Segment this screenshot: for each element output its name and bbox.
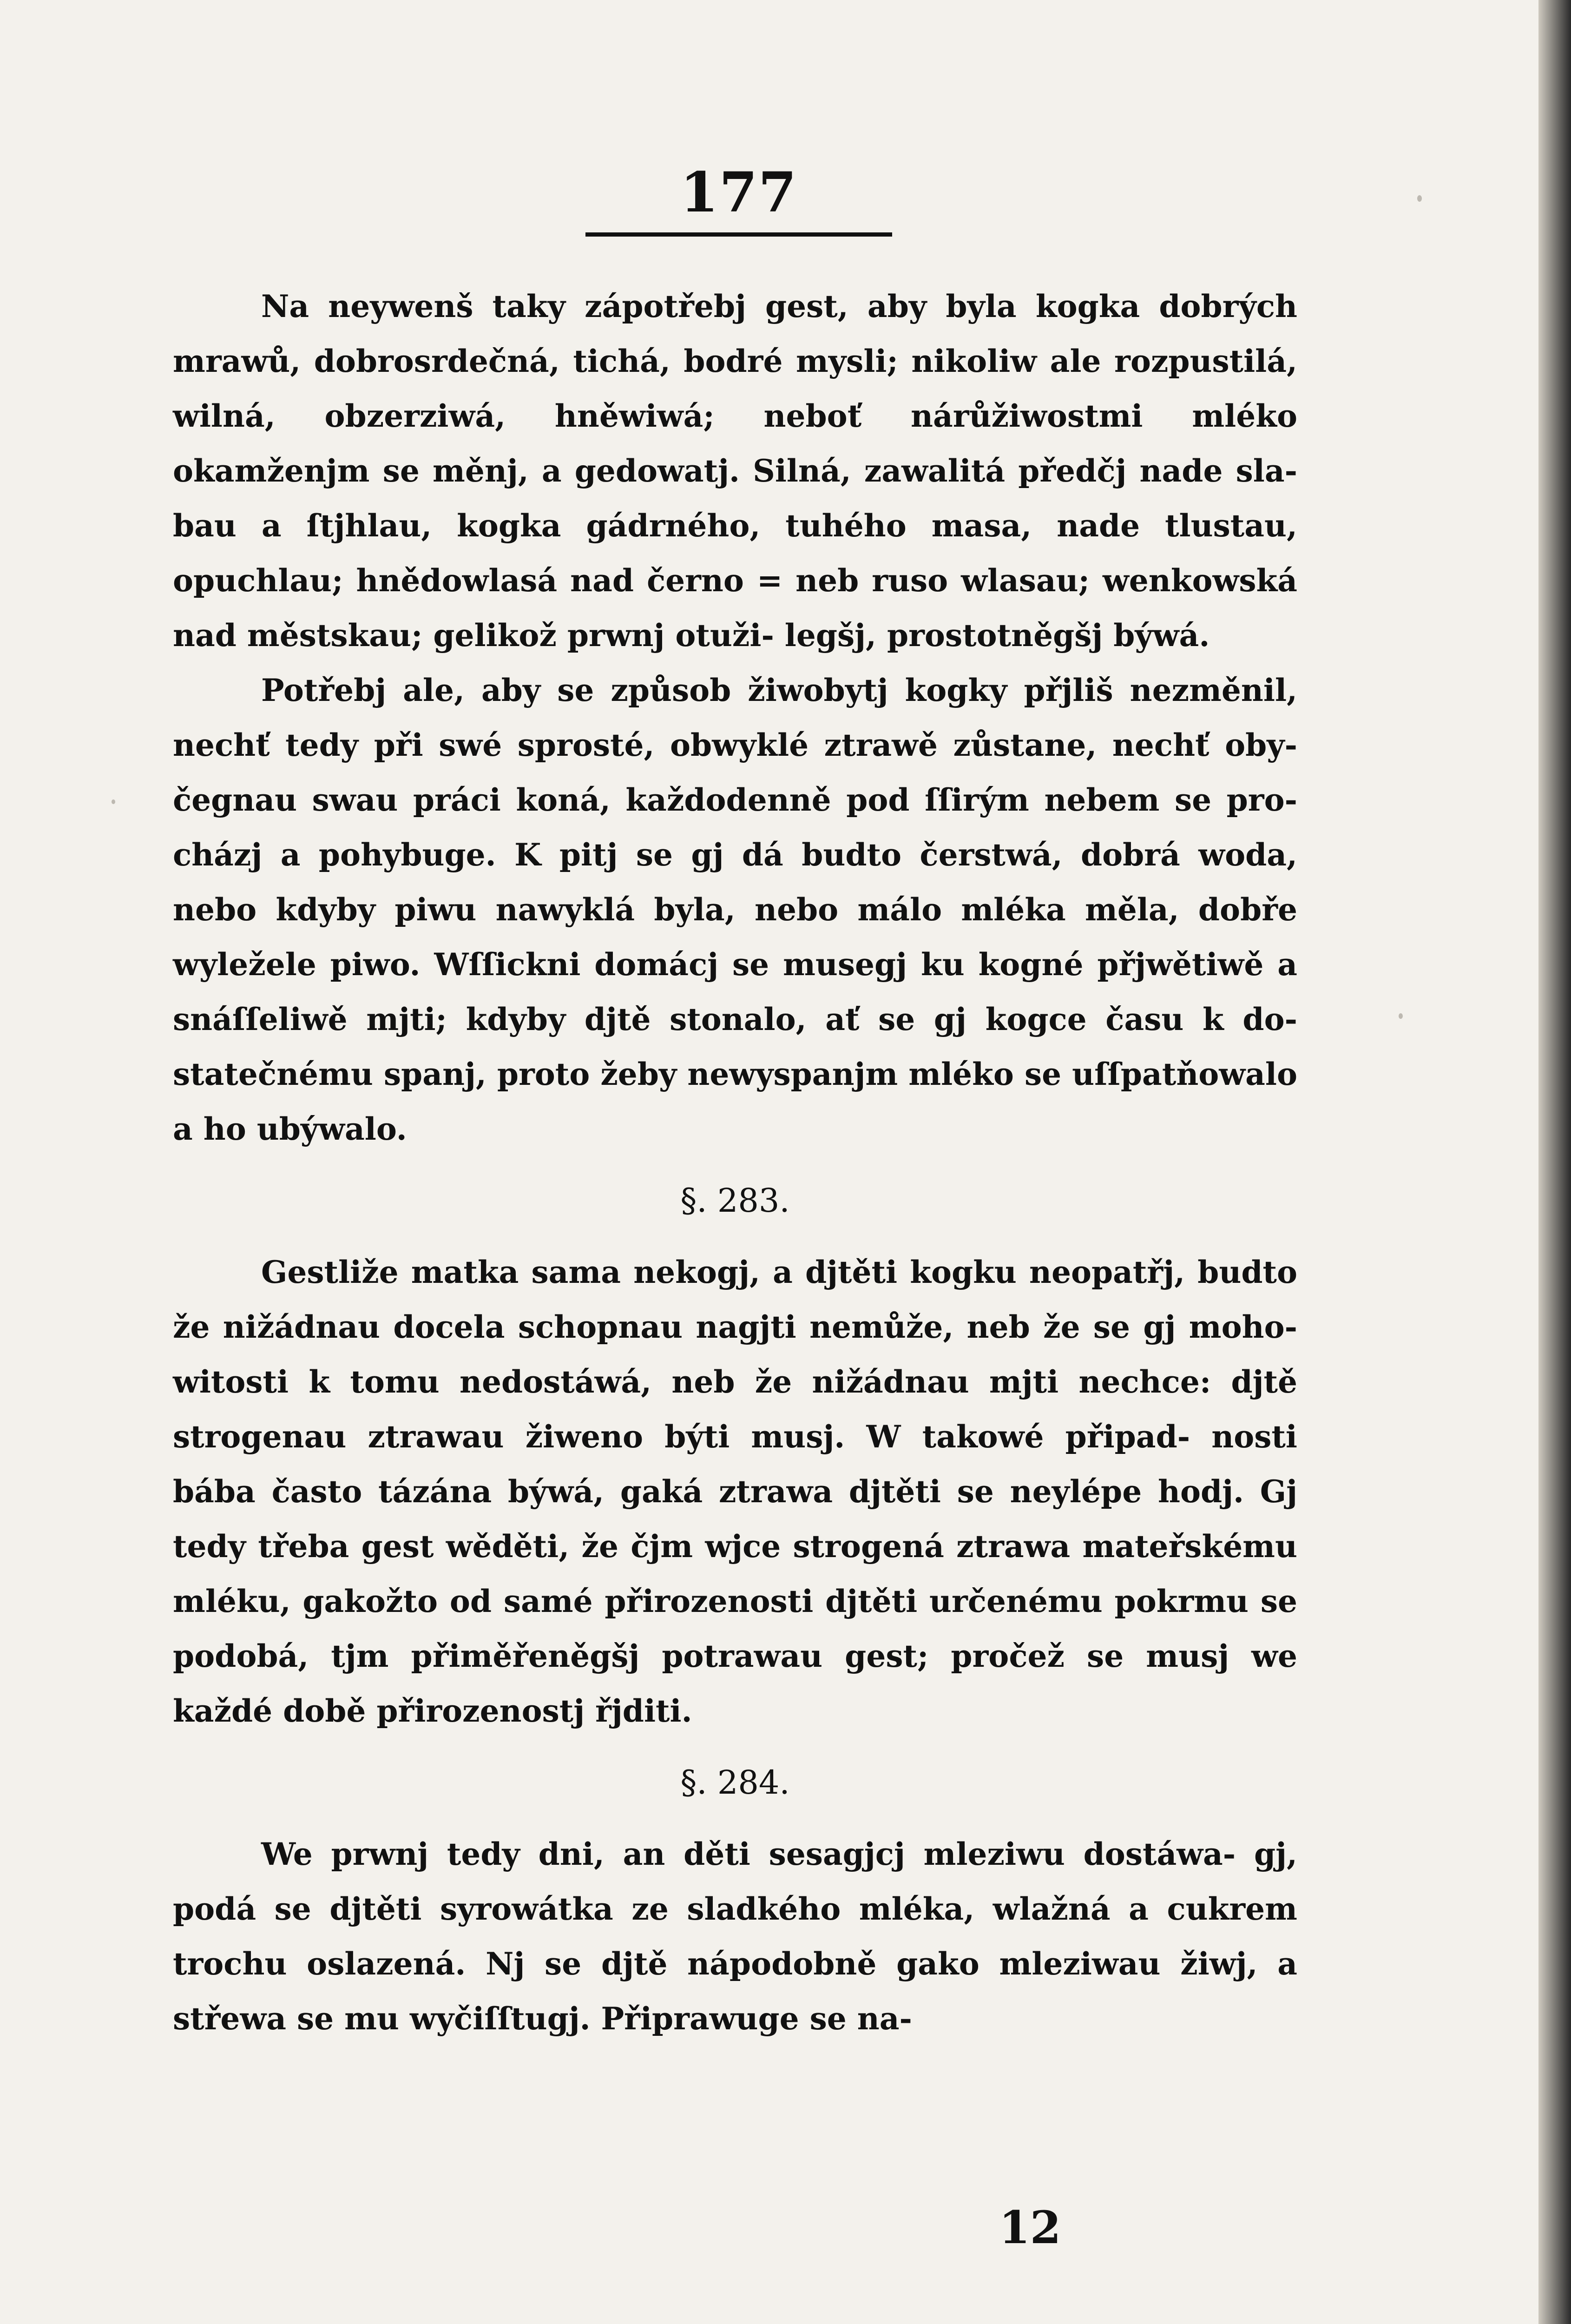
paragraph-1: Na neywenš taky zápotřebj gest, aby byla kogka dobrých mrawů, dobrosrdečná, tichá, bodré mysli; nikoliw ale rozpustilá, wilná, obzerziwá, hněwiwá; neboť nárůžiwostmi mléko okamženjm se měnj, a gedowatj. Silná, zawalitá předčj nade sla- bau a ſtjhlau, kogka gádrného, tuhého masa, nade tlustau, opuchlau; hnědowlasá nad černo = neb ruso wlasau; wenkowská nad městskau; gelikož prwnj otuži- legšj, prostotněgšj býwá. bbox=[173, 288, 1297, 654]
paper-speck bbox=[1417, 195, 1422, 202]
paper-speck bbox=[112, 799, 115, 804]
page-edge-shadow bbox=[1538, 0, 1571, 2324]
paper-speck bbox=[1399, 1013, 1403, 1019]
paragraph-4: We prwnj tedy dni, an děti sesagjcj mleziwu dostáwa- gj, podá se djtěti syrowátka ze sladkého mléka, wlažná a cukrem trochu oslazená. Nj se djtě nápodobně gako mleziwau žiwj, a střewa se mu wyčiſſtugj. Připrawuge se na- bbox=[173, 1836, 1297, 2037]
signature-mark: 12 bbox=[999, 2201, 1061, 2254]
page-number: 177 bbox=[680, 160, 798, 224]
paragraph-2: Potřebj ale, aby se způsob žiwobytj kogky přjliš nezměnil, nechť tedy při swé sprosté, obwyklé ztrawě zůstane, nechť oby- čegnau swau práci koná, každodenně pod ſſirým nebem se pro- cházj a pohybuge. K pitj se gj dá budto čerstwá, dobrá woda, nebo kdyby piwu nawyklá byla, nebo málo mléka měla, dobře wyležele piwo. Wſſickni domácj se musegj ku kogné přjwětiwě a snáſſeliwě mjti; kdyby djtě stonalo, ať se gj kogce času k do- statečnému spanj, proto žeby newyspanjm mléko se uſſpatňowalo a ho ubýwalo. bbox=[173, 672, 1297, 1147]
section-heading-283: §. 283. bbox=[680, 1182, 790, 1220]
section-heading-284: §. 284. bbox=[680, 1763, 790, 1802]
paragraph-3: Gestliže matka sama nekogj, a djtěti kogku neopatřj, budto že nižádnau docela schopnau nagjti nemůže, neb že se gj moho- witosti k tomu nedostáwá, neb že nižádnau mjti nechce: djtě strogenau ztrawau žiweno býti musj. W takowé připad- nosti bába často tázána býwá, gaká ztrawa djtěti se neylépe hodj. Gj tedy třeba gest wěděti, že čjm wjce strogená ztrawa mateřskému mléku, gakožto od samé přirozenosti djtěti určenému pokrmu se podobá, tjm přiměřeněgšj potrawau gest; pročež se musj we každé době přirozenostj řjditi. bbox=[173, 1254, 1297, 1729]
header-rule bbox=[585, 232, 892, 237]
body-text bbox=[173, 279, 1297, 2046]
